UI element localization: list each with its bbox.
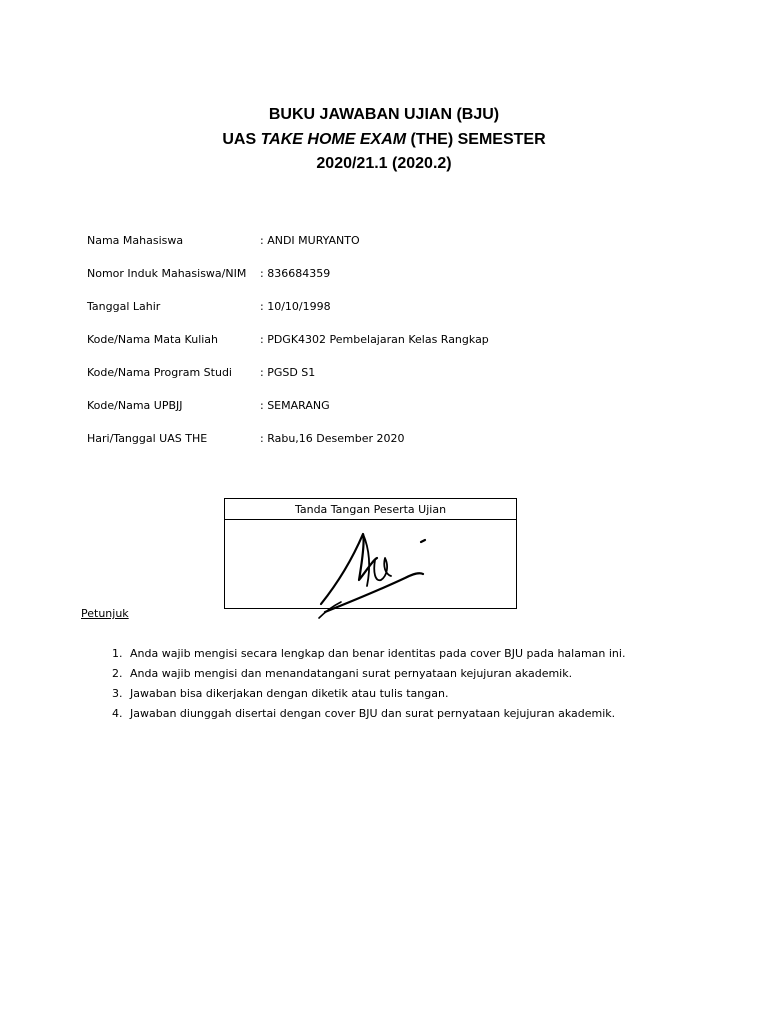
document-subtitle <box>0 130 768 150</box>
identity-label: Kode/Nama Program Studi <box>87 366 232 379</box>
instruction-number: 3. <box>112 687 123 700</box>
signature-area <box>225 520 516 608</box>
identity-value: : PDGK4302 Pembelajaran Kelas Rangkap <box>260 333 489 346</box>
document-title: BUKU JAWABAN UJIAN (BJU) <box>268 106 500 123</box>
identity-label: Nama Mahasiswa <box>87 234 184 247</box>
instructions-title: Petunjuk <box>81 607 129 620</box>
identity-value: : Rabu,16 Desember 2020 <box>260 432 405 445</box>
identity-value: : SEMARANG <box>260 399 330 412</box>
instruction-number: 2. <box>112 667 123 680</box>
identity-value: : ANDI MURYANTO <box>260 234 360 247</box>
handwritten-signature <box>315 522 445 622</box>
subtitle-suffix: (THE) SEMESTER <box>406 131 546 148</box>
instruction-number: 4. <box>112 707 123 720</box>
identity-value: : PGSD S1 <box>260 366 316 379</box>
subtitle-prefix: UAS <box>222 131 261 148</box>
semester-period: 2020/21.1 (2020.2) <box>316 155 452 172</box>
instruction-text: Anda wajib mengisi dan menandatangani surat pernyataan kejujuran akademik. <box>130 667 573 680</box>
identity-label: Nomor Induk Mahasiswa/NIM <box>87 267 247 280</box>
instruction-item <box>112 644 625 664</box>
signature-box-title: Tanda Tangan Peserta Ujian <box>225 499 516 520</box>
instruction-text: Jawaban diunggah disertai dengan cover BJU dan surat pernyataan kejujuran akademik. <box>130 707 616 720</box>
identity-label: Tanggal Lahir <box>87 300 161 313</box>
identity-label: Kode/Nama UPBJJ <box>87 399 183 412</box>
instruction-number: 1. <box>112 647 123 660</box>
identity-label: Hari/Tanggal UAS THE <box>87 432 208 445</box>
instructions-list <box>112 644 625 724</box>
identity-label: Kode/Nama Mata Kuliah <box>87 333 219 346</box>
instruction-item <box>112 684 625 704</box>
subtitle-italic: TAKE HOME EXAM <box>260 131 407 148</box>
identity-value: : 10/10/1998 <box>260 300 331 313</box>
instruction-text: Jawaban bisa dikerjakan dengan diketik atau tulis tangan. <box>130 687 449 700</box>
instruction-text: Anda wajib mengisi secara lengkap dan benar identitas pada cover BJU pada halaman ini. <box>130 647 626 660</box>
identity-value: : 836684359 <box>260 267 331 280</box>
instruction-item <box>112 704 625 724</box>
instruction-item <box>112 664 625 684</box>
signature-box <box>224 498 517 609</box>
